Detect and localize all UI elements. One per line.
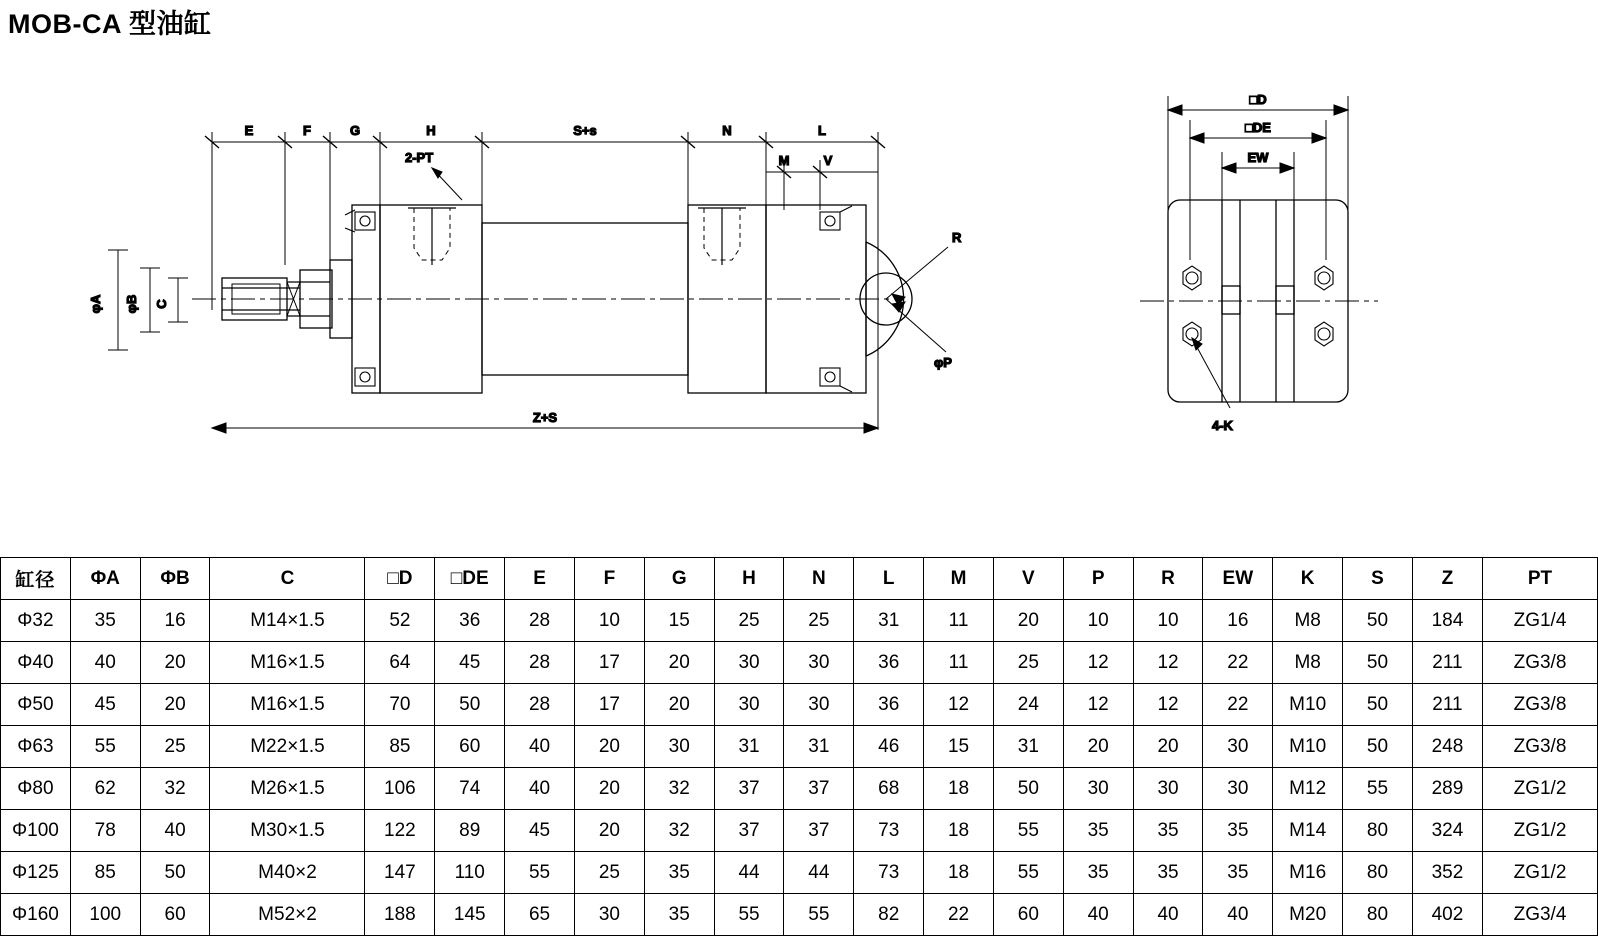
cell-p: 30 bbox=[1063, 768, 1133, 810]
cell-e: 28 bbox=[505, 642, 575, 684]
cell-r: 35 bbox=[1133, 852, 1203, 894]
cell-k: M10 bbox=[1273, 684, 1343, 726]
cell-z: 248 bbox=[1412, 726, 1482, 768]
cell-ew: 35 bbox=[1203, 810, 1273, 852]
cell-phib: 25 bbox=[140, 726, 210, 768]
dim-v: V bbox=[823, 153, 833, 168]
cell-de: 50 bbox=[435, 684, 505, 726]
cell-g: 35 bbox=[644, 852, 714, 894]
cell-pt: ZG3/8 bbox=[1483, 726, 1598, 768]
cell-m: 18 bbox=[924, 810, 994, 852]
cell-v: 20 bbox=[993, 600, 1063, 642]
cell-d: 70 bbox=[365, 684, 435, 726]
dim-e: E bbox=[244, 123, 254, 138]
cell-e: 28 bbox=[505, 600, 575, 642]
cell-e: 28 bbox=[505, 684, 575, 726]
cell-ew: 16 bbox=[1203, 600, 1273, 642]
cell-de: 145 bbox=[435, 894, 505, 936]
cell-c: M26×1.5 bbox=[210, 768, 365, 810]
col-header-bore: 缸径 bbox=[1, 558, 71, 600]
cell-z: 211 bbox=[1412, 684, 1482, 726]
cell-v: 55 bbox=[993, 852, 1063, 894]
cell-z: 402 bbox=[1412, 894, 1482, 936]
cell-c: M40×2 bbox=[210, 852, 365, 894]
cell-f: 20 bbox=[574, 810, 644, 852]
cell-phia: 78 bbox=[70, 810, 140, 852]
cell-g: 30 bbox=[644, 726, 714, 768]
table-row bbox=[1, 894, 1598, 936]
cell-d: 147 bbox=[365, 852, 435, 894]
cell-r: 20 bbox=[1133, 726, 1203, 768]
col-header-d: □D bbox=[365, 558, 435, 600]
cell-k: M10 bbox=[1273, 726, 1343, 768]
col-header-phib: ΦB bbox=[140, 558, 210, 600]
cell-l: 82 bbox=[854, 894, 924, 936]
table-header-row bbox=[1, 558, 1598, 600]
label-square-d: □D bbox=[1249, 92, 1267, 107]
cell-n: 55 bbox=[784, 894, 854, 936]
cell-pt: ZG1/2 bbox=[1483, 768, 1598, 810]
cell-z: 211 bbox=[1412, 642, 1482, 684]
cell-n: 30 bbox=[784, 642, 854, 684]
cell-r: 10 bbox=[1133, 600, 1203, 642]
table-body bbox=[1, 600, 1598, 936]
dim-g: G bbox=[349, 123, 361, 138]
cell-r: 12 bbox=[1133, 684, 1203, 726]
label-c: C bbox=[154, 299, 169, 309]
col-header-l: L bbox=[854, 558, 924, 600]
dim-l: L bbox=[818, 123, 826, 138]
cell-s: 55 bbox=[1343, 768, 1413, 810]
col-header-n: N bbox=[784, 558, 854, 600]
cell-l: 46 bbox=[854, 726, 924, 768]
cell-v: 55 bbox=[993, 810, 1063, 852]
cell-f: 10 bbox=[574, 600, 644, 642]
cell-n: 37 bbox=[784, 810, 854, 852]
dim-s-plus-s: S+s bbox=[573, 123, 597, 138]
cell-k: M8 bbox=[1273, 642, 1343, 684]
cell-k: M12 bbox=[1273, 768, 1343, 810]
cell-phib: 16 bbox=[140, 600, 210, 642]
cell-phia: 62 bbox=[70, 768, 140, 810]
cell-f: 25 bbox=[574, 852, 644, 894]
dim-n: N bbox=[722, 123, 732, 138]
cell-m: 18 bbox=[924, 768, 994, 810]
cell-phia: 45 bbox=[70, 684, 140, 726]
cell-l: 36 bbox=[854, 642, 924, 684]
cell-s: 80 bbox=[1343, 810, 1413, 852]
cell-c: M52×2 bbox=[210, 894, 365, 936]
cell-r: 40 bbox=[1133, 894, 1203, 936]
cell-phia: 100 bbox=[70, 894, 140, 936]
cell-c: M16×1.5 bbox=[210, 642, 365, 684]
cell-m: 11 bbox=[924, 600, 994, 642]
label-phi-b: φB bbox=[124, 294, 139, 314]
label-square-de: □DE bbox=[1245, 120, 1271, 135]
cell-m: 11 bbox=[924, 642, 994, 684]
cell-v: 24 bbox=[993, 684, 1063, 726]
cell-p: 12 bbox=[1063, 684, 1133, 726]
cell-h: 37 bbox=[714, 768, 784, 810]
dim-m: M bbox=[778, 153, 790, 168]
cell-de: 60 bbox=[435, 726, 505, 768]
table-row bbox=[1, 684, 1598, 726]
cell-n: 30 bbox=[784, 684, 854, 726]
cell-h: 31 bbox=[714, 726, 784, 768]
col-header-p: P bbox=[1063, 558, 1133, 600]
cell-r: 35 bbox=[1133, 810, 1203, 852]
cell-e: 40 bbox=[505, 768, 575, 810]
cell-ew: 30 bbox=[1203, 768, 1273, 810]
page-title: MOB-CA 型油缸 bbox=[8, 9, 212, 39]
cell-g: 20 bbox=[644, 684, 714, 726]
cell-g: 32 bbox=[644, 768, 714, 810]
cell-pt: ZG3/4 bbox=[1483, 894, 1598, 936]
technical-drawing bbox=[0, 60, 1598, 540]
cell-d: 64 bbox=[365, 642, 435, 684]
cell-e: 55 bbox=[505, 852, 575, 894]
table-row bbox=[1, 642, 1598, 684]
col-header-s: S bbox=[1343, 558, 1413, 600]
cell-l: 31 bbox=[854, 600, 924, 642]
cell-z: 324 bbox=[1412, 810, 1482, 852]
cell-phia: 55 bbox=[70, 726, 140, 768]
label-z-plus-s: Z+S bbox=[532, 410, 558, 425]
label-ew: EW bbox=[1247, 150, 1269, 165]
cell-ew: 35 bbox=[1203, 852, 1273, 894]
cell-s: 80 bbox=[1343, 894, 1413, 936]
col-header-ew: EW bbox=[1203, 558, 1273, 600]
cell-r: 30 bbox=[1133, 768, 1203, 810]
dim-f: F bbox=[303, 123, 311, 138]
cell-h: 44 bbox=[714, 852, 784, 894]
col-header-e: E bbox=[505, 558, 575, 600]
label-r: R bbox=[952, 230, 962, 245]
cell-p: 35 bbox=[1063, 810, 1133, 852]
cell-s: 80 bbox=[1343, 852, 1413, 894]
table-row bbox=[1, 810, 1598, 852]
cell-pt: ZG1/2 bbox=[1483, 852, 1598, 894]
cell-g: 35 bbox=[644, 894, 714, 936]
cell-m: 15 bbox=[924, 726, 994, 768]
cell-phib: 20 bbox=[140, 642, 210, 684]
cell-f: 30 bbox=[574, 894, 644, 936]
cell-de: 110 bbox=[435, 852, 505, 894]
specification-table bbox=[0, 557, 1598, 936]
cell-m: 22 bbox=[924, 894, 994, 936]
cell-k: M20 bbox=[1273, 894, 1343, 936]
cell-c: M16×1.5 bbox=[210, 684, 365, 726]
cell-h: 55 bbox=[714, 894, 784, 936]
cell-phib: 32 bbox=[140, 768, 210, 810]
label-2-pt: 2-PT bbox=[405, 150, 434, 165]
label-phi-p: φP bbox=[934, 355, 952, 370]
cell-d: 188 bbox=[365, 894, 435, 936]
cell-pt: ZG3/8 bbox=[1483, 684, 1598, 726]
cell-s: 50 bbox=[1343, 684, 1413, 726]
cell-h: 30 bbox=[714, 684, 784, 726]
cell-k: M16 bbox=[1273, 852, 1343, 894]
cell-z: 352 bbox=[1412, 852, 1482, 894]
table-row bbox=[1, 768, 1598, 810]
cell-n: 31 bbox=[784, 726, 854, 768]
dim-h: H bbox=[426, 123, 436, 138]
cell-de: 45 bbox=[435, 642, 505, 684]
cell-e: 40 bbox=[505, 726, 575, 768]
table-row bbox=[1, 852, 1598, 894]
cell-l: 73 bbox=[854, 852, 924, 894]
col-header-z: Z bbox=[1412, 558, 1482, 600]
cell-c: M30×1.5 bbox=[210, 810, 365, 852]
cell-ew: 22 bbox=[1203, 642, 1273, 684]
col-header-r: R bbox=[1133, 558, 1203, 600]
cell-p: 35 bbox=[1063, 852, 1133, 894]
cell-c: M14×1.5 bbox=[210, 600, 365, 642]
cell-phia: 40 bbox=[70, 642, 140, 684]
cell-z: 289 bbox=[1412, 768, 1482, 810]
cell-pt: ZG3/8 bbox=[1483, 642, 1598, 684]
cell-phib: 50 bbox=[140, 852, 210, 894]
col-header-phia: ΦA bbox=[70, 558, 140, 600]
cell-p: 20 bbox=[1063, 726, 1133, 768]
cell-d: 52 bbox=[365, 600, 435, 642]
table-row bbox=[1, 600, 1598, 642]
col-header-de: □DE bbox=[435, 558, 505, 600]
cell-de: 36 bbox=[435, 600, 505, 642]
cell-f: 17 bbox=[574, 642, 644, 684]
cell-v: 60 bbox=[993, 894, 1063, 936]
col-header-v: V bbox=[993, 558, 1063, 600]
col-header-m: M bbox=[924, 558, 994, 600]
col-header-h: H bbox=[714, 558, 784, 600]
cell-m: 18 bbox=[924, 852, 994, 894]
cell-h: 30 bbox=[714, 642, 784, 684]
col-header-k: K bbox=[1273, 558, 1343, 600]
cell-bore: Φ63 bbox=[1, 726, 71, 768]
cell-ew: 22 bbox=[1203, 684, 1273, 726]
cell-v: 31 bbox=[993, 726, 1063, 768]
table-row bbox=[1, 726, 1598, 768]
cell-g: 32 bbox=[644, 810, 714, 852]
col-header-g: G bbox=[644, 558, 714, 600]
col-header-f: F bbox=[574, 558, 644, 600]
cell-bore: Φ32 bbox=[1, 600, 71, 642]
cell-phia: 35 bbox=[70, 600, 140, 642]
cell-z: 184 bbox=[1412, 600, 1482, 642]
cell-bore: Φ40 bbox=[1, 642, 71, 684]
cell-p: 40 bbox=[1063, 894, 1133, 936]
cell-v: 50 bbox=[993, 768, 1063, 810]
cell-h: 37 bbox=[714, 810, 784, 852]
cell-k: M8 bbox=[1273, 600, 1343, 642]
cell-bore: Φ80 bbox=[1, 768, 71, 810]
cell-de: 74 bbox=[435, 768, 505, 810]
cell-f: 20 bbox=[574, 768, 644, 810]
cell-phia: 85 bbox=[70, 852, 140, 894]
cell-ew: 30 bbox=[1203, 726, 1273, 768]
label-4-k: 4-K bbox=[1212, 418, 1233, 433]
label-phi-a: φA bbox=[88, 294, 103, 314]
cell-g: 15 bbox=[644, 600, 714, 642]
cell-h: 25 bbox=[714, 600, 784, 642]
cell-v: 25 bbox=[993, 642, 1063, 684]
cell-bore: Φ50 bbox=[1, 684, 71, 726]
cell-k: M14 bbox=[1273, 810, 1343, 852]
cell-d: 106 bbox=[365, 768, 435, 810]
cell-bore: Φ160 bbox=[1, 894, 71, 936]
cell-phib: 60 bbox=[140, 894, 210, 936]
cell-e: 65 bbox=[505, 894, 575, 936]
col-header-pt: PT bbox=[1483, 558, 1598, 600]
cell-ew: 40 bbox=[1203, 894, 1273, 936]
cell-bore: Φ100 bbox=[1, 810, 71, 852]
cell-n: 25 bbox=[784, 600, 854, 642]
cell-phib: 40 bbox=[140, 810, 210, 852]
cell-d: 122 bbox=[365, 810, 435, 852]
cell-r: 12 bbox=[1133, 642, 1203, 684]
cell-s: 50 bbox=[1343, 726, 1413, 768]
cell-e: 45 bbox=[505, 810, 575, 852]
cell-d: 85 bbox=[365, 726, 435, 768]
cell-m: 12 bbox=[924, 684, 994, 726]
cell-l: 36 bbox=[854, 684, 924, 726]
drawing-svg bbox=[0, 60, 1598, 540]
cell-pt: ZG1/2 bbox=[1483, 810, 1598, 852]
cell-bore: Φ125 bbox=[1, 852, 71, 894]
cell-c: M22×1.5 bbox=[210, 726, 365, 768]
cell-n: 37 bbox=[784, 768, 854, 810]
cell-p: 12 bbox=[1063, 642, 1133, 684]
cell-s: 50 bbox=[1343, 600, 1413, 642]
cell-de: 89 bbox=[435, 810, 505, 852]
cell-n: 44 bbox=[784, 852, 854, 894]
cell-phib: 20 bbox=[140, 684, 210, 726]
cell-s: 50 bbox=[1343, 642, 1413, 684]
cell-pt: ZG1/4 bbox=[1483, 600, 1598, 642]
cell-l: 68 bbox=[854, 768, 924, 810]
cell-l: 73 bbox=[854, 810, 924, 852]
cell-f: 17 bbox=[574, 684, 644, 726]
cell-p: 10 bbox=[1063, 600, 1133, 642]
col-header-c: C bbox=[210, 558, 365, 600]
cell-g: 20 bbox=[644, 642, 714, 684]
cell-f: 20 bbox=[574, 726, 644, 768]
